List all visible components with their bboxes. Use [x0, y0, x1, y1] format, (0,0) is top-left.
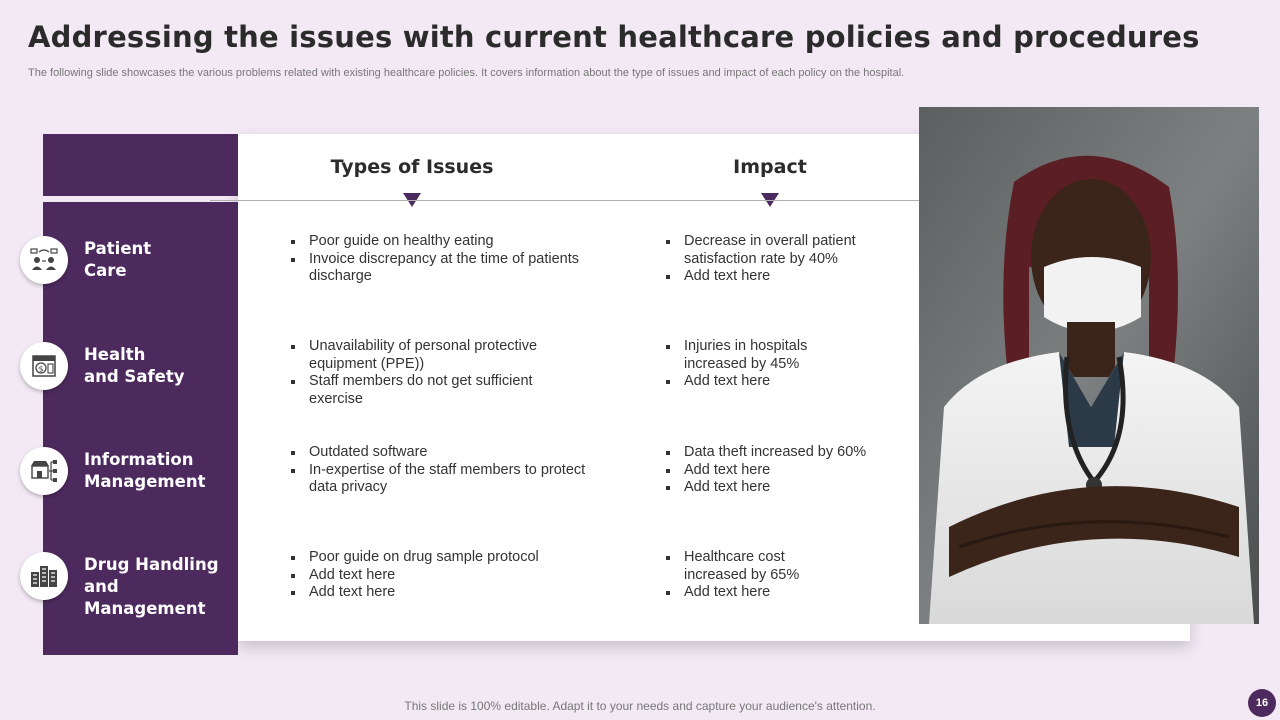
list-item: Data theft increased by 60%	[664, 444, 904, 462]
list-item: Staff members do not get sufficient exercise	[289, 373, 559, 408]
page-title: Addressing the issues with current healthcare policies and procedures	[28, 20, 1200, 54]
row-label-information-management: Information Management	[84, 450, 206, 491]
patient-care-icon	[20, 236, 68, 284]
list-item: Healthcare cost increased by 65%	[664, 549, 824, 584]
list-item: Add text here	[664, 373, 844, 391]
svg-text:$: $	[38, 364, 44, 374]
buildings-icon	[20, 552, 68, 600]
list-item: Invoice discrepancy at the time of patients discharge	[289, 251, 589, 286]
doctor-photo	[919, 107, 1259, 624]
list-item: Decrease in overall patient satisfaction rate by 40%	[664, 233, 894, 268]
list-item: Add text here	[664, 584, 824, 602]
header-accent-block	[43, 134, 238, 196]
row-label-drug-handling: Drug Handling and Management	[84, 555, 219, 618]
footer-note: This slide is 100% editable. Adapt it to your needs and capture your audience's attention.	[404, 699, 876, 713]
drug-handling-issues-list	[289, 549, 589, 602]
list-item: In-expertise of the staff members to protect data privacy	[289, 462, 599, 497]
health-safety-issues-list	[289, 338, 559, 408]
drug-handling-impact-list	[664, 549, 824, 602]
row-label-patient-care: Patient Care	[84, 239, 152, 280]
list-item: Unavailability of personal protective equipment (PPE))	[289, 338, 559, 373]
list-item: Add text here	[664, 462, 904, 480]
header-divider	[210, 200, 920, 201]
list-item: Add text here	[664, 268, 894, 286]
list-item: Injuries in hospitals increased by 45%	[664, 338, 844, 373]
list-item: Add text here	[289, 584, 589, 602]
patient-care-issues-list	[289, 233, 589, 286]
patient-care-impact-list	[664, 233, 894, 286]
row-label-health-safety: Health and Safety	[84, 345, 185, 386]
list-item: Outdated software	[289, 444, 599, 462]
list-item: Poor guide on healthy eating	[289, 233, 589, 251]
store-network-icon	[20, 447, 68, 495]
list-item: Add text here	[289, 567, 589, 585]
list-item: Poor guide on drug sample protocol	[289, 549, 589, 567]
health-safety-impact-list	[664, 338, 844, 391]
issues-column-header: Types of Issues	[330, 156, 494, 178]
information-management-impact-list	[664, 444, 904, 497]
calendar-dollar-icon	[20, 342, 68, 390]
page-subtitle: The following slide showcases the various problems related with existing healthcare policies. It covers information about the type of issues and impact of each policy on the hospital.	[28, 67, 905, 79]
list-item: Add text here	[664, 479, 904, 497]
information-management-issues-list	[289, 444, 599, 497]
page-number-badge: 16	[1248, 689, 1276, 717]
impact-column-header: Impact	[733, 156, 807, 178]
